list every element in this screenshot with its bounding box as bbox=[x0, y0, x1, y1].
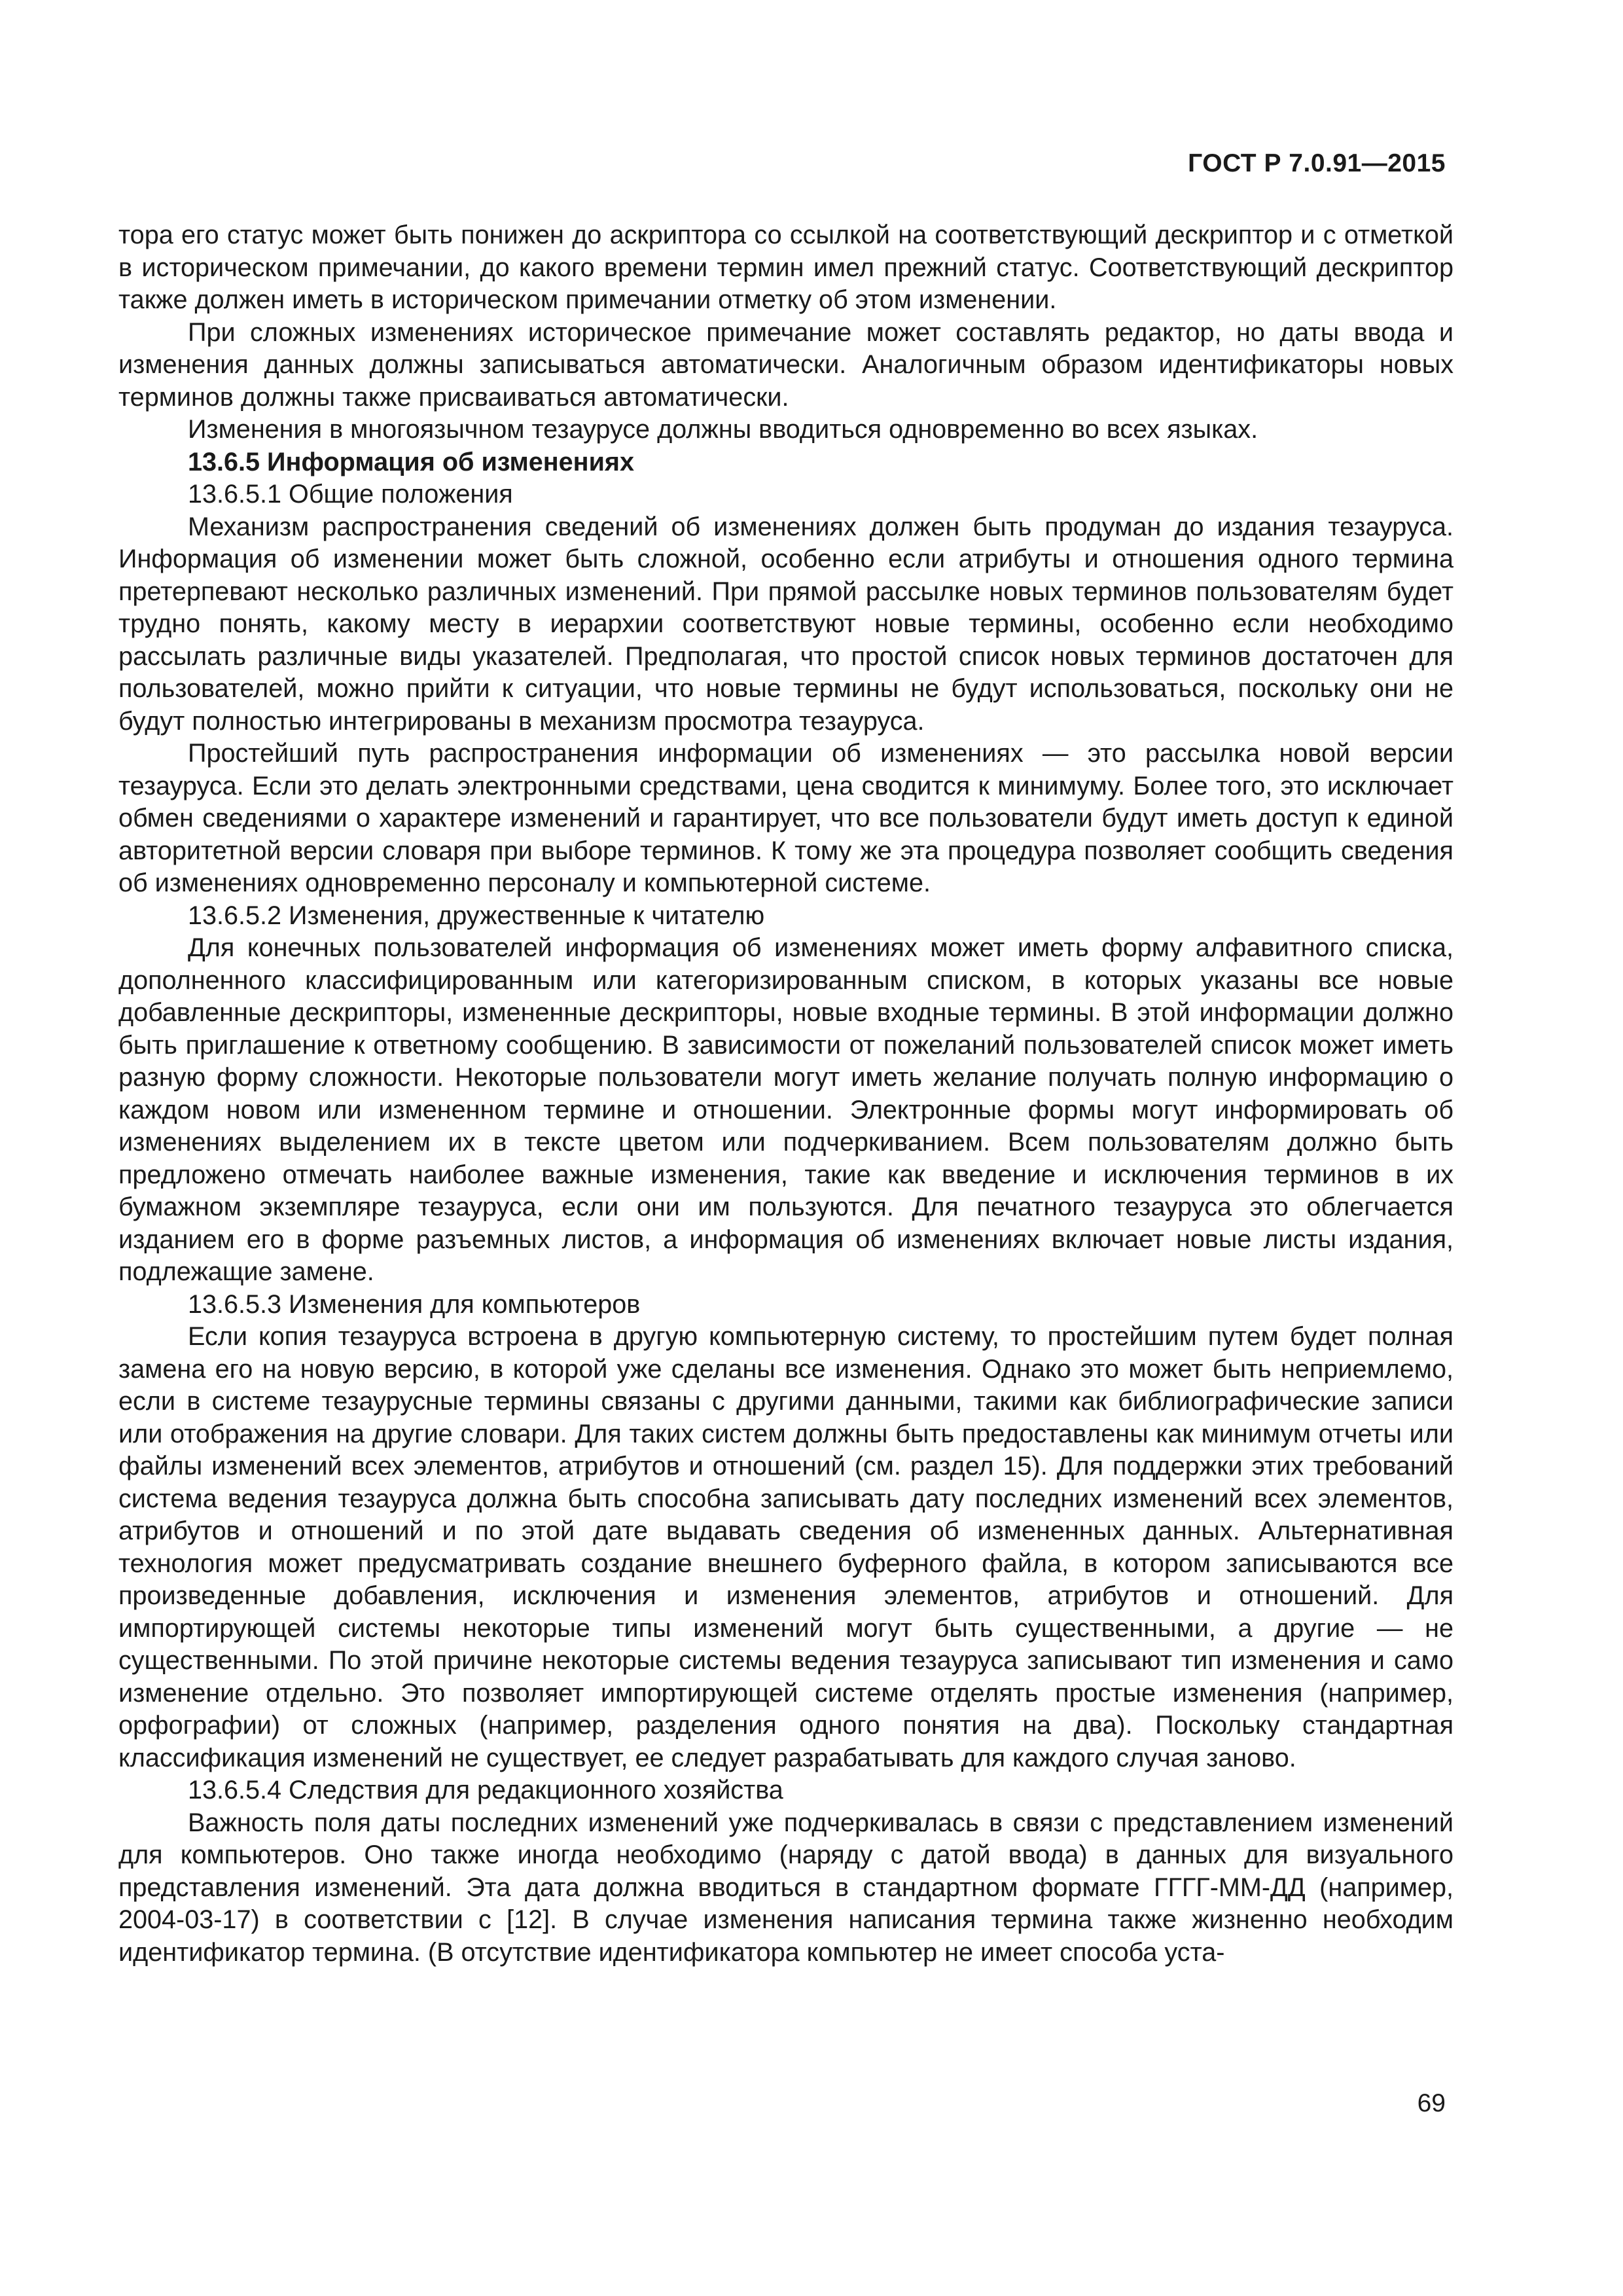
paragraph: При сложных изменениях историческое примечание может составлять редактор, но даты ввода и изменения данных должны записываться автоматически. Аналогичным образом идентификаторы новых терминов должны также присваиваться автоматически. bbox=[118, 317, 1454, 412]
paragraph: Изменения в многоязычном тезаурусе должны вводиться одновременно во всех языках. bbox=[188, 415, 1258, 444]
subsection-heading-13-6-5-4: 13.6.5.4 Следствия для редакционного хозяйства bbox=[188, 1776, 783, 1804]
page-number: 69 bbox=[1417, 2089, 1446, 2117]
paragraph: Механизм распространения сведений об изменениях должен быть продуман до издания тезауруса. Информация об изменении может быть сложной, особенно если атрибуты и отношения одного термина претерпевают несколько различных изменений. При прямой рассылке новых терминов пользователям будет трудно понять, какому месту в иерархии соответствуют новые термины, особенно если необходимо рассылать различные виды указателей. Предполагая, что простой список новых терминов достаточен для пользователей, можно прийти к ситуации, что новые термины не будут использоваться, поскольку они не будут полностью интегрированы в механизм просмотра тезауруса. bbox=[118, 512, 1454, 736]
subsection-heading-13-6-5-1: 13.6.5.1 Общие положения bbox=[188, 480, 513, 509]
subsection-heading-13-6-5-3: 13.6.5.3 Изменения для компьютеров bbox=[188, 1289, 641, 1319]
paragraph-continuation: тора его статус может быть понижен до аскриптора со ссылкой на соответствующий дескриптор и с отметкой в историческом примечании, до какого времени термин имел прежний статус. Соответствующий дескриптор также должен иметь в историческом примечании отметку об этом изменении. bbox=[118, 221, 1454, 314]
paragraph: Важность поля даты последних изменений уже подчеркивалась в связи с представлением изменений для компьютеров. Оно также иногда необходимо (наряду с датой ввода) в данных для визуального представления изменений. Эта дата должна вводиться в стандартном формате ГГГГ-ММ-ДД (например, 2004-03-17) в соответствии с [12]. В случае изменения написания термина также жизненно необходим идентификатор термина. (В отсутствие идентификатора компьютер не имеет способа уста- bbox=[118, 1808, 1454, 1967]
subsection-heading-13-6-5-2: 13.6.5.2 Изменения, дружественные к читателю bbox=[188, 901, 765, 930]
paragraph: Если копия тезауруса встроена в другую компьютерную систему, то простейшим путем будет полная замена его на новую версию, в которой уже сделаны все изменения. Однако это может быть неприемлемо, если в системе тезаурусные термины связаны с другими данными, такими как библиографические записи или отображения на другие словари. Для таких систем должны быть предоставлены как минимум отчеты или файлы изменений всех элементов, атрибутов и отношений (см. раздел 15). Для поддержки этих требований система ведения тезауруса должна быть способна записывать дату последних изменений всех элементов, атрибутов и отношений и по этой дате выдавать сведения об измененных данных. Альтернативная технология может предусматривать создание внешнего буферного файла, в котором записываются все произведенные добавления, исключения и изменения элементов, атрибутов и отношений. Для импортирующей системы некоторые типы изменений могут быть существенными, а другие — не существенными. По этой причине некоторые системы ведения тезауруса записывают тип изменения и само изменение отдельно. Это позволяет импортирующей системе отделять простые изменения (например, орфографии) от сложных (например, разделения одного понятия на два). Поскольку стандартная классификация изменений не существует, ее следует разрабатывать для каждого случая заново. bbox=[118, 1322, 1454, 1772]
section-heading-13-6-5: 13.6.5 Информация об изменениях bbox=[188, 447, 635, 476]
paragraph: Для конечных пользователей информация об изменениях может иметь форму алфавитного списка, дополненного классифицированным или категоризированным списком, в которых указаны все новые добавленные дескрипторы, измененные дескрипторы, новые входные термины. В этой информации должно быть приглашение к ответному сообщению. В зависимости от пожеланий пользователей список может иметь разную форму сложности. Некоторые пользователи могут иметь желание получать полную информацию о каждом новом или измененном термине и отношении. Электронные формы могут информировать об изменениях выделением их в тексте цветом или подчеркиванием. Всем пользователям должно быть предложено отмечать наиболее важные изменения, такие как введение и исключения терминов в их бумажном экземпляре тезауруса, если они им пользуются. Для печатного тезауруса это облегчается изданием его в форме разъемных листов, а информация об изменениях включает новые листы издания, подлежащие замене. bbox=[118, 933, 1454, 1286]
document-body bbox=[118, 219, 1454, 1969]
document-standard-id: ГОСТ Р 7.0.91—2015 bbox=[1188, 149, 1446, 177]
paragraph: Простейший путь распространения информации об изменениях — это рассылка новой версии тезауруса. Если это делать электронными средствами, цена сводится к минимуму. Более того, это исключает обмен сведениями о характере изменений и гарантирует, что все пользователи будут иметь доступ к единой авторитетной версии словаря при выборе терминов. К тому же эта процедура позволяет сообщить сведения об изменениях одновременно персоналу и компьютерной системе. bbox=[118, 739, 1454, 897]
